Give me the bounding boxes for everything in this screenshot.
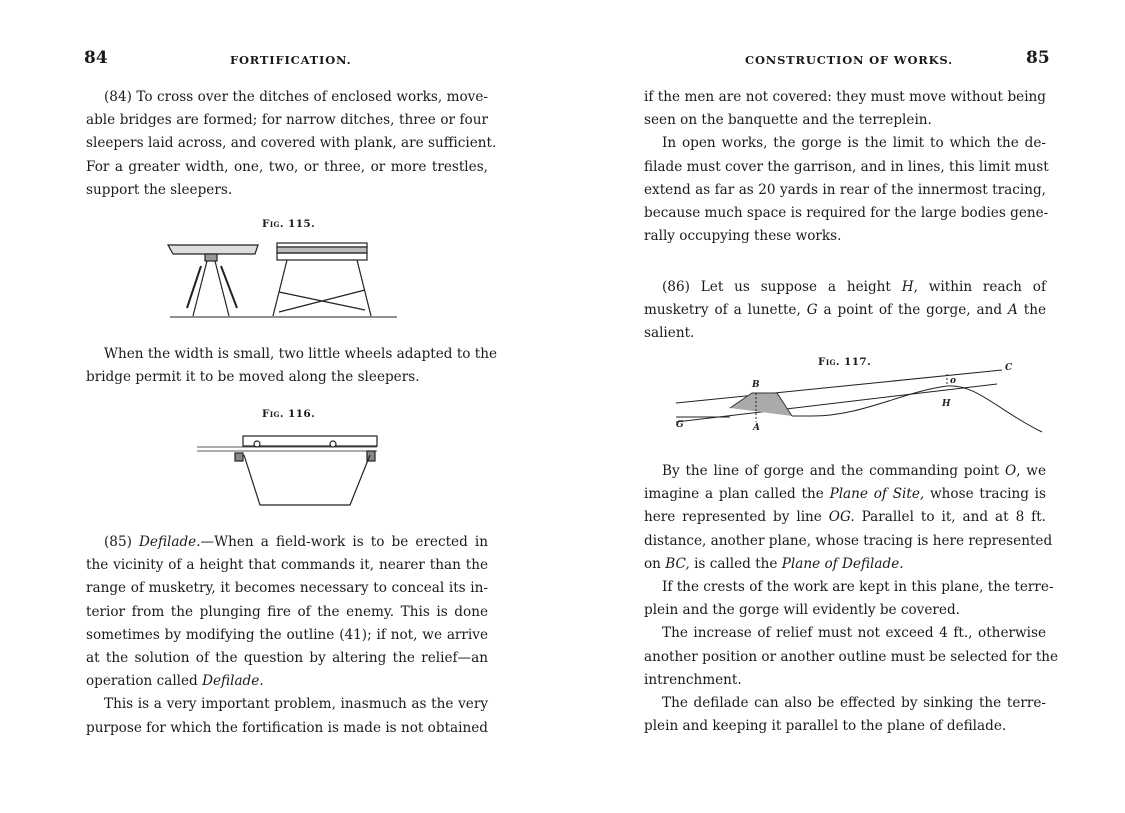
text-span: —When a field-work is to be erected in [200, 534, 489, 550]
term-plane-of-defilade: Plane of Defilade. [781, 555, 904, 572]
bank-left [235, 453, 243, 461]
text-line: The increase of relief must not exceed 4 ft., otherwise [662, 625, 1046, 642]
text-span: By the line of gorge and the commanding point [662, 463, 1006, 479]
text-span: imagine a plan called the [644, 486, 830, 503]
symbol-H: H [901, 279, 914, 295]
continuation-paragraph [644, 86, 1049, 248]
term-plane-of-site: Plane of Site, [829, 486, 925, 503]
running-head-right: CONSTRUCTION OF WORKS. [745, 53, 953, 67]
text-line [86, 531, 488, 554]
symbol-BC: BC, [665, 555, 690, 572]
section-85-paragraph [86, 531, 488, 740]
text-line: if the men are not covered: they must move without being [644, 89, 1046, 105]
text-line [644, 299, 1046, 322]
symbol-A: A [1008, 302, 1018, 319]
text-line: because much space is required for the large bodies gene- [644, 204, 1049, 221]
label-O: o [950, 376, 957, 386]
plank-deck [277, 243, 367, 247]
plane-of-defilade-line-BC [676, 370, 1002, 403]
text-line: at the solution of the question by altering the relief—an [86, 649, 488, 666]
text-line: intrenchment. [644, 671, 742, 688]
bridge-deck [243, 436, 377, 446]
ditch-profile [244, 455, 370, 505]
label-B: B [752, 380, 760, 390]
figure-116-wheeled-bridge-illustration [195, 433, 385, 513]
trestle-brace [187, 266, 237, 308]
label-G: G [676, 420, 684, 430]
text-line: When the width is small, two little wheels adapted to the [104, 346, 498, 362]
text-line [644, 460, 1046, 483]
label-A: A [753, 423, 760, 433]
text-line: the vicinity of a height that commands it, nearer than the [86, 557, 488, 574]
text-span: musketry of a lunette, [644, 302, 807, 319]
text-span: . [259, 673, 264, 690]
sleeper [197, 447, 377, 451]
text-span: the [1017, 302, 1047, 319]
plane-of-site-paragraph [644, 460, 1059, 738]
sleepers [277, 247, 367, 253]
text-line: The defilade can also be effected by sinking the terre- [662, 694, 1046, 711]
text-span: here represented by line [644, 509, 829, 526]
page-number-right: 85 [1026, 48, 1050, 68]
text-line: terior from the plunging fire of the enemy. This is done [86, 603, 488, 620]
text-line: extend as far as 20 yards in rear of the innermost tracing, [644, 181, 1046, 198]
cross-beam [277, 253, 367, 260]
label-C: C [1005, 363, 1013, 373]
text-line: sometimes by modifying the outline (41); if not, we arrive [86, 626, 488, 643]
wheel [254, 441, 260, 447]
text-line: purpose for which the fortification is made is not obtained [86, 719, 488, 736]
right-page [560, 0, 1125, 813]
text-line [644, 506, 1046, 529]
page-number-left: 84 [84, 48, 108, 68]
wheels-paragraph [86, 343, 498, 389]
wheel [330, 441, 336, 447]
ground-profile [676, 386, 1042, 432]
text-line: another position or another outline must be selected for the [644, 648, 1059, 665]
term-defilade: Defilade. [139, 534, 201, 550]
text-line: (84) To cross over the ditches of enclosed works, move- [104, 89, 488, 105]
text-line: distance, another plane, whose tracing is here represented [644, 532, 1053, 549]
text-line: For a greater width, one, two, or three, or more trestles, [86, 158, 488, 175]
sleeper [205, 254, 217, 261]
cross-brace [279, 290, 365, 312]
text-span: , within reach of [913, 279, 1046, 295]
text-line: If the crests of the work are kept in this plane, the terre- [662, 578, 1054, 595]
symbol-O: O [1005, 463, 1017, 479]
section-86-paragraph [644, 276, 1046, 346]
plank-deck [168, 245, 258, 254]
text-span: , we [1016, 463, 1046, 479]
text-span: whose tracing is [924, 486, 1047, 503]
trestle-leg [193, 261, 229, 316]
term-defilade: Defilade [202, 673, 260, 690]
text-line [644, 483, 1046, 506]
text-line: able bridges are formed; for narrow ditches, three or four [86, 112, 488, 129]
text-line: support the sleepers. [86, 181, 233, 198]
figure-115-trestles-illustration [165, 240, 400, 320]
text-span: Parallel to it, and at 8 ft. [854, 509, 1046, 526]
text-line [86, 670, 488, 693]
left-page [0, 0, 560, 813]
text-line: sleepers laid across, and covered with plank, are sufficient. [86, 135, 497, 152]
text-line: rally occupying these works. [644, 228, 842, 245]
text-line [644, 276, 1046, 299]
text-line: plein and the gorge will evidently be covered. [644, 602, 960, 619]
text-span: is called the [689, 555, 782, 572]
running-head-left: FORTIFICATION. [230, 53, 352, 67]
text-span: operation called [86, 673, 203, 690]
figure-116-caption: Fig. 116. [262, 408, 316, 420]
symbol-G: G [806, 302, 818, 319]
text-span: on [644, 555, 666, 572]
section-number: (85) [104, 534, 132, 550]
figure-115-caption: Fig. 115. [262, 218, 316, 230]
text-span: a point of the gorge, and [817, 302, 1008, 319]
section-84-paragraph [86, 86, 497, 202]
text-line: range of musketry, it becomes necessary to conceal its in- [86, 580, 488, 597]
text-line: This is a very important problem, inasmuch as the very [104, 696, 488, 713]
text-line: seen on the banquette and the terreplein. [644, 112, 932, 129]
text-line: bridge permit it to be moved along the sleepers. [86, 369, 420, 386]
text-line: filade must cover the garrison, and in lines, this limit must [644, 158, 1049, 175]
figure-117-defilade-diagram [672, 360, 1047, 440]
text-span: (86) Let us suppose a height [662, 279, 902, 295]
label-H: H [942, 399, 951, 409]
figure-117-caption: Fig. 117. [818, 356, 872, 368]
text-line: salient. [644, 325, 695, 342]
text-line: In open works, the gorge is the limit to which the de- [662, 135, 1046, 152]
symbol-OG: OG. [828, 509, 855, 526]
text-line [644, 553, 1046, 576]
text-line: plein and keeping it parallel to the plane of defilade. [644, 718, 1007, 735]
